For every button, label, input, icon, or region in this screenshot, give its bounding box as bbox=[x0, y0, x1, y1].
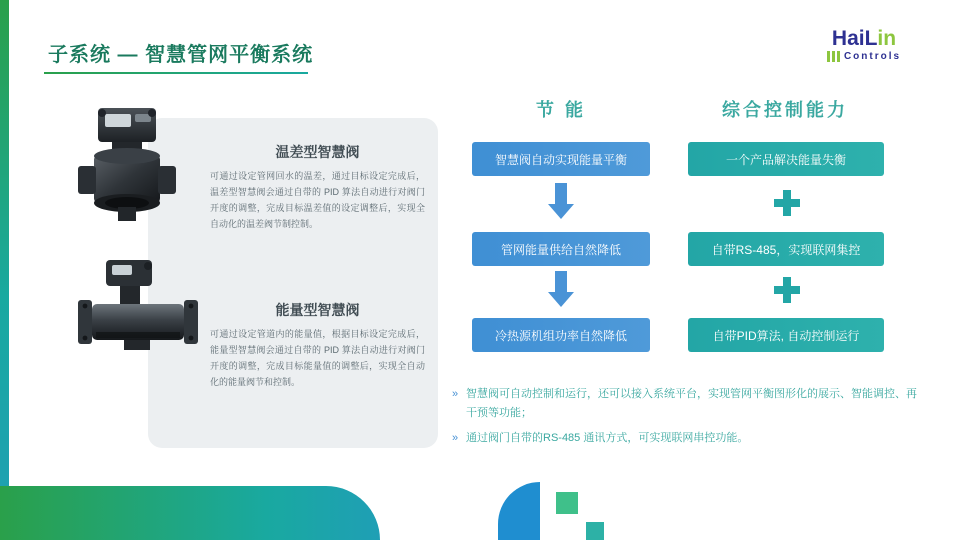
plus-icon-1 bbox=[774, 190, 800, 216]
note-item bbox=[452, 429, 922, 448]
brand-logo bbox=[802, 28, 926, 70]
energy-box-2: 管网能量供给自然降低 bbox=[472, 232, 650, 266]
arrow-down-icon-2 bbox=[548, 271, 574, 311]
logo-hai: HaiL bbox=[831, 27, 878, 50]
product-body-1: 可通过设定管网回水的温差，通过目标设定完成后，温差型智慧阀会通过自带的 PID 算法自动进行对阀门开度的调整，完成目标温差值的设定调整后，实现全自动化的温差阀节制控制。 bbox=[210, 171, 425, 229]
left-accent-bar bbox=[0, 0, 9, 540]
chevron-right-icon-1: » bbox=[452, 388, 459, 400]
product-block-1 bbox=[210, 142, 425, 232]
chevron-right-icon-2: » bbox=[452, 432, 459, 444]
bottom-blue-shape bbox=[498, 482, 540, 540]
bottom-teal-square bbox=[586, 522, 604, 540]
product-heading-2: 能量型智慧阀 bbox=[275, 302, 360, 318]
logo-sub-text: Controls bbox=[843, 51, 902, 62]
column-heading-control: 综合控制能力 bbox=[722, 100, 848, 120]
column-heading-energy: 节 能 bbox=[536, 100, 587, 120]
control-box-1: 一个产品解决能量失衡 bbox=[688, 142, 884, 176]
plus-icon-2 bbox=[774, 277, 800, 303]
control-box-3: 自带PID算法, 自动控制运行 bbox=[688, 318, 884, 352]
logo-subline bbox=[802, 51, 926, 62]
bottom-wave-decoration bbox=[0, 486, 380, 540]
valve-image-2 bbox=[72, 258, 204, 380]
product-body-2: 可通过设定管道内的能量值，根据目标设定完成后，能量型智慧阀会通过自带的 PID 算法自动进行对阀门开度的调整，完成目标能量值的调整后，实现全自动化的能量阀节和控制。 bbox=[210, 329, 425, 387]
bottom-green-square bbox=[556, 492, 578, 514]
note-item bbox=[452, 385, 922, 423]
logo-bars-icon bbox=[827, 51, 840, 62]
notes-list bbox=[452, 385, 922, 454]
page-title: 子系统 — 智慧管网平衡系统 bbox=[48, 44, 314, 66]
valve-image-1 bbox=[72, 104, 204, 226]
logo-wordmark bbox=[802, 28, 926, 50]
logo-in: in bbox=[877, 27, 897, 50]
energy-box-3: 冷热源机组功率自然降低 bbox=[472, 318, 650, 352]
product-heading-1: 温差型智慧阀 bbox=[275, 144, 360, 160]
note-text-2: 通过阀门自带的RS-485 通讯方式，可实现联网串控功能。 bbox=[466, 432, 749, 444]
title-underline bbox=[44, 72, 308, 74]
arrow-down-icon-1 bbox=[548, 183, 574, 223]
product-block-2 bbox=[210, 300, 425, 390]
note-text-1: 智慧阀可自动控制和运行，还可以接入系统平台，实现管网平衡图形化的展示、智能调控、再干预等功能； bbox=[466, 388, 917, 419]
control-box-2: 自带RS-485，实现联网集控 bbox=[688, 232, 884, 266]
energy-box-1: 智慧阀自动实现能量平衡 bbox=[472, 142, 650, 176]
